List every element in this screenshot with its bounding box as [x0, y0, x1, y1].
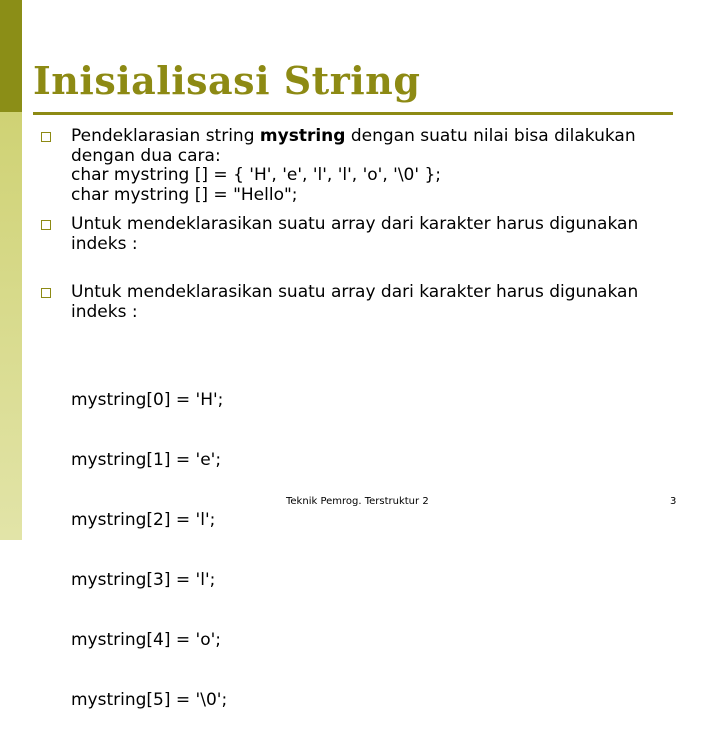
- square-bullet-icon: [41, 220, 51, 230]
- slide-title: Inisialisasi String: [33, 58, 421, 103]
- side-bar-top-band: [0, 0, 22, 112]
- code-block: [71, 350, 227, 730]
- bullet-line: dengan dua cara:: [71, 145, 221, 166]
- side-bar-lower-band: [0, 112, 22, 540]
- bullet-line-prefix: Pendeklarasian string: [71, 126, 260, 146]
- bullet-line: Untuk mendeklarasikan suatu array dari karakter harus digunakan: [71, 214, 639, 234]
- bullet-line: char mystring [] = { 'H', 'e', 'l', 'l', 'o', '\0' };: [71, 165, 441, 185]
- square-bullet-icon: [41, 288, 51, 298]
- square-bullet-icon: [41, 132, 51, 142]
- code-line: mystring[4] = 'o';: [71, 630, 222, 650]
- page-number: 3: [670, 496, 677, 507]
- bullet-line: char mystring [] = "Hello";: [71, 184, 298, 205]
- code-line: mystring[5] = '\0';: [71, 690, 228, 710]
- code-line: mystring[0] = 'H';: [71, 390, 224, 410]
- footer-course-title: Teknik Pemrog. Terstruktur 2: [286, 496, 429, 507]
- bullet-line: Untuk mendeklarasikan suatu array dari karakter harus digunakan: [71, 282, 639, 302]
- bullet-text: [71, 215, 638, 254]
- bullet-line: indeks :: [71, 301, 138, 322]
- bullet-text: [71, 127, 636, 205]
- code-line: mystring[2] = 'l';: [71, 510, 216, 530]
- code-line: mystring[3] = 'l';: [71, 570, 216, 590]
- title-underline: [33, 112, 673, 115]
- bullet-text: [71, 283, 638, 322]
- code-line: mystring[1] = 'e';: [71, 450, 222, 470]
- bullet-line-bold: mystring: [259, 126, 346, 146]
- bullet-line-suffix: dengan suatu nilai bisa dilakukan: [345, 126, 636, 146]
- bullet-line: indeks :: [71, 233, 138, 254]
- bullet-line: [71, 127, 636, 147]
